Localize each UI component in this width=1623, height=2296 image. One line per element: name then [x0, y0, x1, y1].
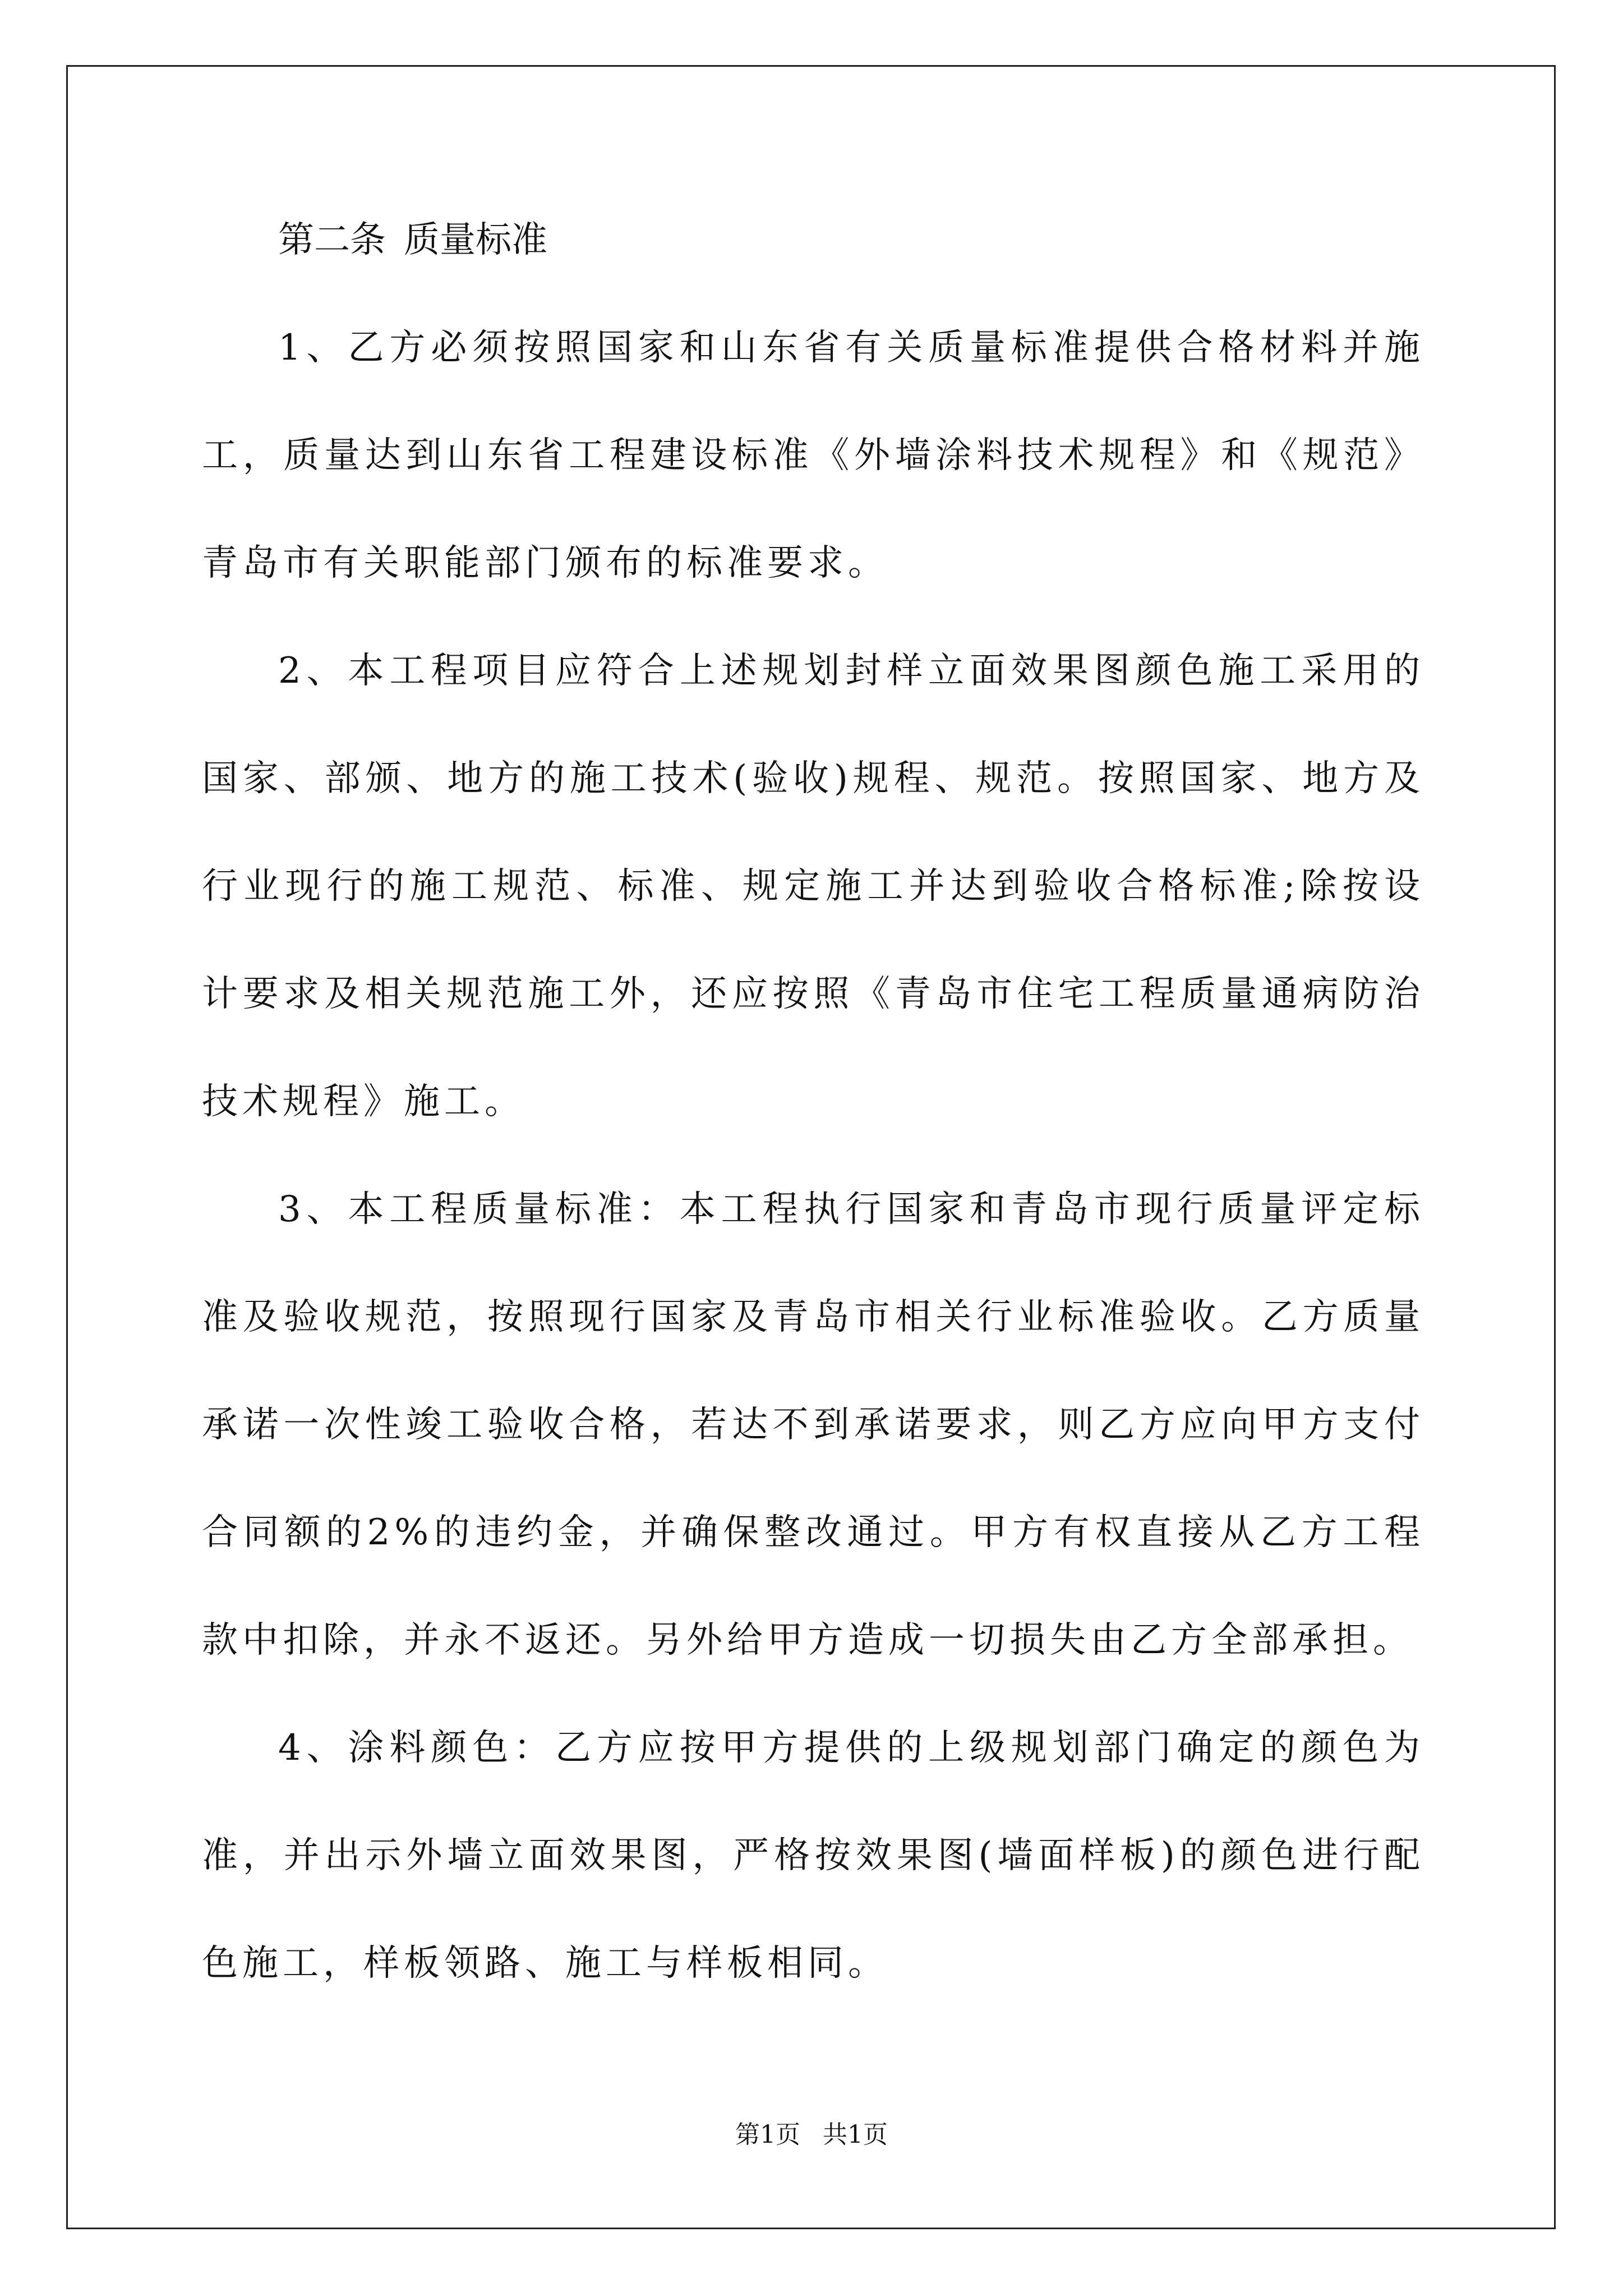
section-title: 质量标准 — [404, 219, 547, 261]
paragraph-1: 1、乙方必须按照国家和山东省有关质量标准提供合格材料并施工，质量达到山东省工程建设标准《外墙涂料技术规程》和《规范》青岛市有关职能部门颁布的标准要求。 — [202, 327, 1424, 584]
page-number-current: 第1页 — [735, 2120, 800, 2149]
section-heading — [202, 213, 1424, 267]
document-body — [202, 213, 1424, 2017]
page-footer — [0, 2118, 1623, 2152]
paragraph-3: 3、本工程质量标准：本工程执行国家和青岛市现行质量评定标准及验收规范，按照现行国家及青岛市相关行业标准验收。乙方质量承诺一次性竣工验收合格，若达不到承诺要求，则乙方应向甲方支付合同额的2%的违约金，并确保整改通过。甲方有权直接从乙方工程款中扣除，并永不返还。另外给甲方造成一切损失由乙方全部承担。 — [202, 1189, 1424, 1661]
page-number-total: 共1页 — [823, 2120, 888, 2149]
section-number: 第二条 — [278, 219, 386, 261]
paragraph-4: 4、涂料颜色：乙方应按甲方提供的上级规划部门确定的颜色为准，并出示外墙立面效果图，严格按效果图(墙面样板)的颜色进行配色施工，样板领路、施工与样板相同。 — [202, 1727, 1424, 1984]
paragraph-2: 2、本工程项目应符合上述规划封样立面效果图颜色施工采用的国家、部颁、地方的施工技术(验收)规程、规范。按照国家、地方及行业现行的施工规范、标准、规定施工并达到验收合格标准;除按设计要求及相关规范施工外，还应按照《青岛市住宅工程质量通病防治技术规程》施工。 — [202, 650, 1424, 1122]
